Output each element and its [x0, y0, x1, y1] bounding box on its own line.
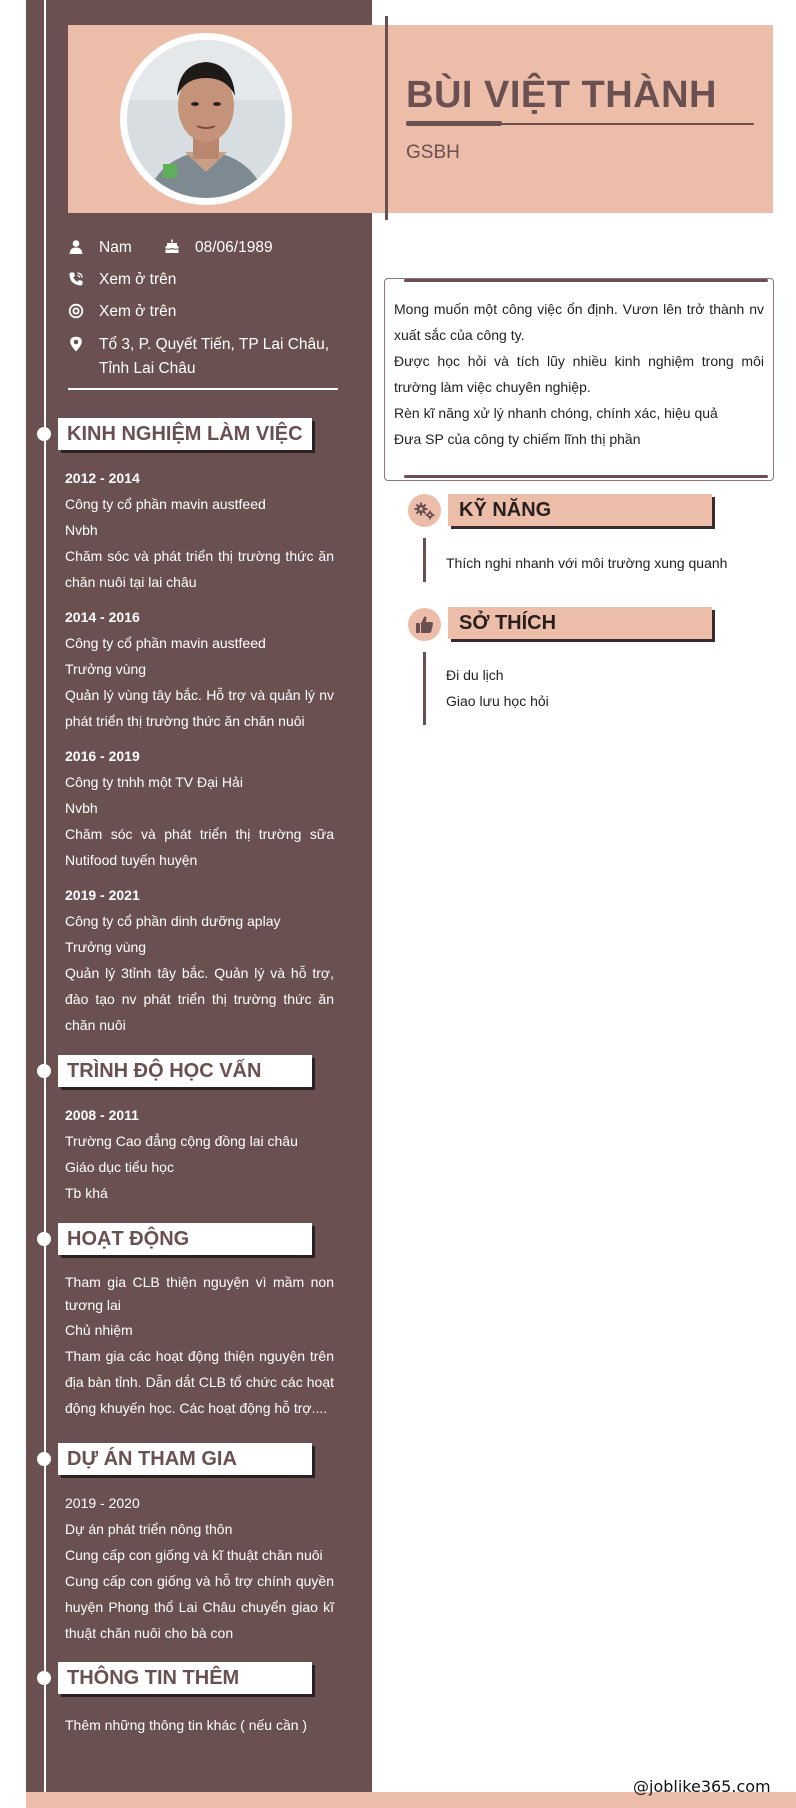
education-grade: Tb khá: [65, 1185, 108, 1201]
activity-role: Chủ nhiệm: [65, 1322, 133, 1338]
activity-item: [65, 1271, 334, 1421]
experience-position: Nvbh: [65, 800, 98, 816]
education-period: 2008 - 2011: [65, 1107, 139, 1123]
section-title: THÔNG TIN THÊM: [67, 1667, 240, 1689]
watermark: @joblike365.com: [633, 1777, 771, 1796]
skills-icon-circle: [408, 494, 441, 527]
section-additional-heading: [58, 1662, 312, 1694]
person-icon: [68, 239, 84, 255]
address-line-1: Tổ 3, P. Quyết Tiến, TP Lai Châu,: [99, 336, 330, 353]
skill-item: Thích nghi nhanh với môi trường xung quanh: [446, 555, 728, 571]
email-value: Xem ở trên: [99, 303, 177, 320]
address-line-2: Tỉnh Lai Châu: [99, 360, 196, 377]
section-activities-heading: [58, 1223, 312, 1255]
experience-item: [65, 882, 334, 1038]
experience-description: Chăm sóc và phát triển thị trường thức ăn chăn nuôi tại lai châu: [65, 548, 334, 590]
objective-line: Được học hỏi và tích lũy nhiều kinh nghiệm trong môi trường làm việc chuyên nghiệp.: [394, 353, 764, 395]
education-school: Trường Cao đẳng cộng đồng lai châu: [65, 1133, 298, 1149]
at-sign-icon: [68, 303, 84, 319]
timeline-dot: [37, 427, 51, 441]
objective-bottom-border: [404, 475, 768, 478]
name-underline-accent: [406, 121, 502, 126]
skills-list: [446, 550, 727, 576]
section-title: DỰ ÁN THAM GIA: [67, 1448, 237, 1470]
project-item: [65, 1490, 334, 1646]
gears-icon: [408, 494, 441, 527]
timeline-dot: [37, 1232, 51, 1246]
experience-position: Trưởng vùng: [65, 939, 147, 955]
section-skills-heading: [448, 494, 712, 526]
objective-top-border: [404, 279, 768, 282]
avatar-photo: [127, 40, 285, 198]
header-divider: [385, 16, 388, 220]
phone-icon: [68, 271, 84, 287]
cake-icon: [164, 238, 180, 254]
section-projects-heading: [58, 1443, 312, 1475]
experience-period: 2012 - 2014: [65, 470, 140, 486]
birthday-value: 08/06/1989: [195, 239, 273, 256]
hobbies-icon-circle: [408, 608, 441, 641]
objective-line: Đưa SP của công ty chiếm lĩnh thị phần: [394, 431, 641, 447]
experience-period: 2016 - 2019: [65, 748, 140, 764]
experience-item: [65, 743, 334, 873]
experience-company: Công ty tnhh một TV Đại Hải: [65, 774, 243, 790]
section-experience-heading: [58, 418, 312, 450]
objective-line: Mong muốn một công việc ổn định. Vươn lên trở thành nv xuất sắc của công ty.: [394, 301, 764, 343]
experience-company: Công ty cổ phần dinh dưỡng aplay: [65, 913, 281, 929]
additional-info: Thêm những thông tin khác ( nếu cần ): [65, 1717, 308, 1733]
activity-title: Tham gia CLB thiện nguyện vì mầm non tương lai: [65, 1274, 334, 1313]
section-education-heading: [58, 1055, 312, 1087]
experience-item: [65, 604, 334, 734]
project-role: Cung cấp con giống và kĩ thuật chăn nuôi: [65, 1547, 323, 1563]
location-pin-icon: [68, 336, 84, 352]
skills-bar: [423, 538, 426, 582]
thumbs-up-icon: [408, 608, 441, 641]
education-major: Giáo dục tiểu học: [65, 1159, 174, 1175]
candidate-name: BÙI VIỆT THÀNH: [406, 74, 717, 116]
project-name: Dự án phát triển nông thôn: [65, 1521, 233, 1537]
section-hobbies-heading: [448, 607, 712, 639]
phone-value: Xem ở trên: [99, 271, 177, 288]
section-title: KINH NGHIỆM LÀM VIỆC: [67, 423, 303, 445]
project-period: 2019 - 2020: [65, 1495, 140, 1511]
experience-period: 2019 - 2021: [65, 887, 140, 903]
activity-description: Tham gia các hoạt động thiện nguyện trên địa bàn tỉnh. Dẫn dắt CLB tổ chức các hoạt động khuyến học. Các hoạt động hỗ trợ....: [65, 1348, 334, 1416]
hobbies-list: [446, 662, 549, 714]
experience-position: Trưởng vùng: [65, 661, 147, 677]
info-divider: [68, 388, 338, 390]
timeline-line: [44, 0, 46, 1808]
experience-description: Quản lý 3tỉnh tây bắc. Quản lý và hỗ trợ, đào tạo nv phát triển thị trường thức ăn chăn nuôi: [65, 965, 334, 1033]
gender-value: Nam: [99, 239, 132, 256]
timeline-dot: [37, 1671, 51, 1685]
experience-description: Chăm sóc và phát triển thị trường sữa Nutifood tuyến huyện: [65, 826, 334, 868]
hobbies-bar: [423, 652, 426, 725]
project-description: Cung cấp con giống và hỗ trợ chính quyền huyện Phong thổ Lai Châu chuyển giao kĩ thuật chăn nuôi cho bà con: [65, 1573, 334, 1641]
objective-line: Rèn kĩ năng xử lý nhanh chóng, chính xác, hiệu quả: [394, 405, 718, 421]
experience-company: Công ty cổ phần mavin austfeed: [65, 635, 266, 651]
job-title: GSBH: [406, 142, 460, 163]
education-item: [65, 1102, 334, 1206]
objective-text: [394, 296, 764, 452]
timeline-dot: [37, 1064, 51, 1078]
hobby-item: Đi du lịch: [446, 667, 504, 683]
experience-position: Nvbh: [65, 522, 98, 538]
hobby-item: Giao lưu học hỏi: [446, 693, 549, 709]
section-title: TRÌNH ĐỘ HỌC VẤN: [67, 1060, 262, 1082]
timeline-dot: [37, 1452, 51, 1466]
section-title: KỸ NĂNG: [459, 499, 552, 521]
experience-item: [65, 465, 334, 595]
experience-description: Quản lý vùng tây bắc. Hỗ trợ và quản lý nv phát triển thị trường thức ăn chăn nuôi: [65, 687, 334, 729]
experience-period: 2014 - 2016: [65, 609, 140, 625]
avatar: [127, 40, 285, 198]
section-title: HOẠT ĐỘNG: [67, 1228, 190, 1250]
section-title: SỞ THÍCH: [459, 612, 557, 634]
experience-company: Công ty cổ phần mavin austfeed: [65, 496, 266, 512]
